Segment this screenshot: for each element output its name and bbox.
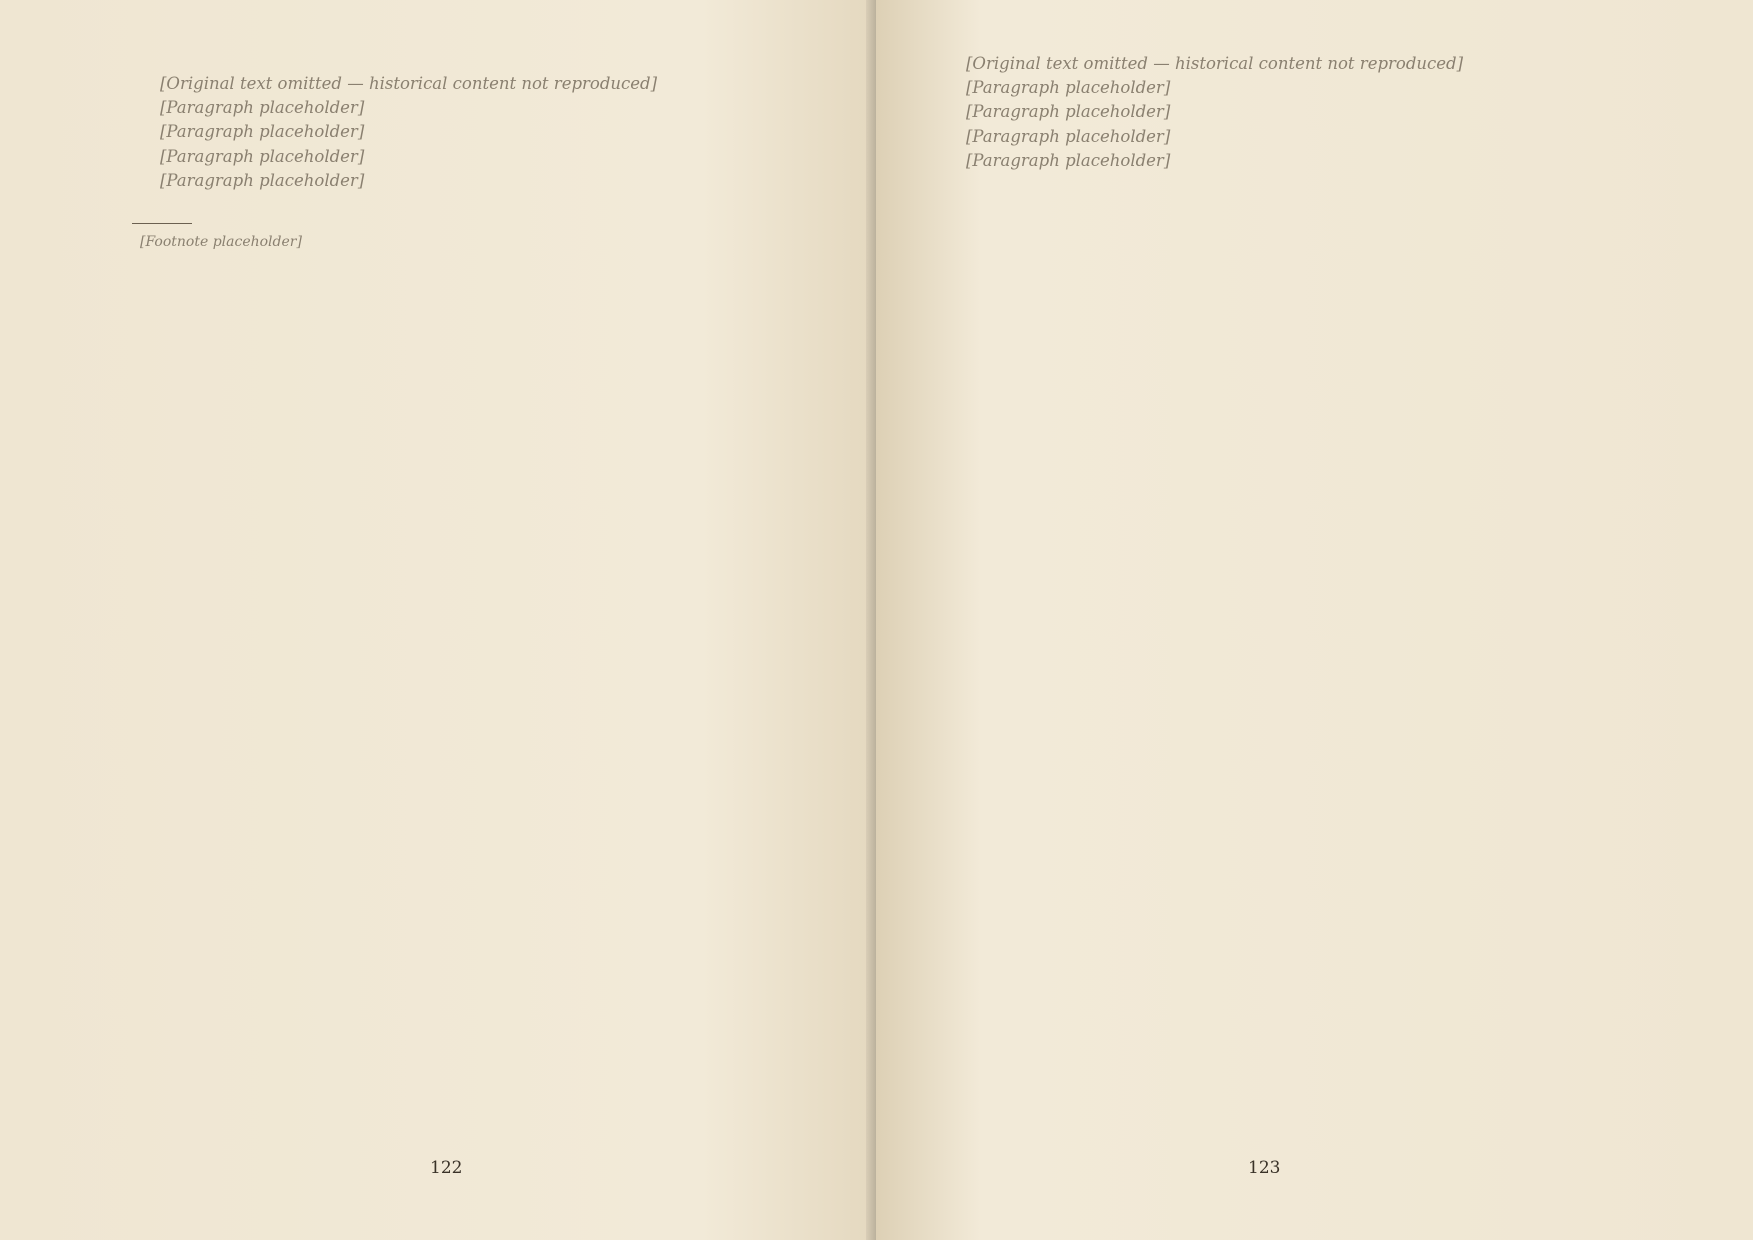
paragraph: [Paragraph placeholder]	[160, 98, 365, 118]
page-number: 122	[430, 1158, 463, 1178]
paragraph: [Original text omitted — historical content not reproduced]	[160, 74, 658, 93]
footnote-divider	[132, 223, 192, 224]
paragraph: [Paragraph placeholder]	[966, 78, 1171, 98]
paragraph: [Paragraph placeholder]	[160, 170, 365, 190]
paragraph: [Paragraph placeholder]	[160, 146, 365, 166]
paragraph: [Paragraph placeholder]	[966, 102, 1171, 122]
right-page-body	[938, 52, 1634, 173]
left-page-body	[132, 72, 816, 193]
paragraph: [Paragraph placeholder]	[966, 126, 1171, 146]
right-page	[876, 0, 1752, 1240]
footnote: [Footnote placeholder]	[140, 234, 302, 251]
page-number: 123	[1248, 1158, 1281, 1178]
paragraph: [Paragraph placeholder]	[966, 150, 1171, 170]
paragraph: [Original text omitted — historical content not reproduced]	[966, 54, 1464, 73]
paragraph: [Paragraph placeholder]	[160, 122, 365, 142]
left-page	[0, 0, 876, 1240]
